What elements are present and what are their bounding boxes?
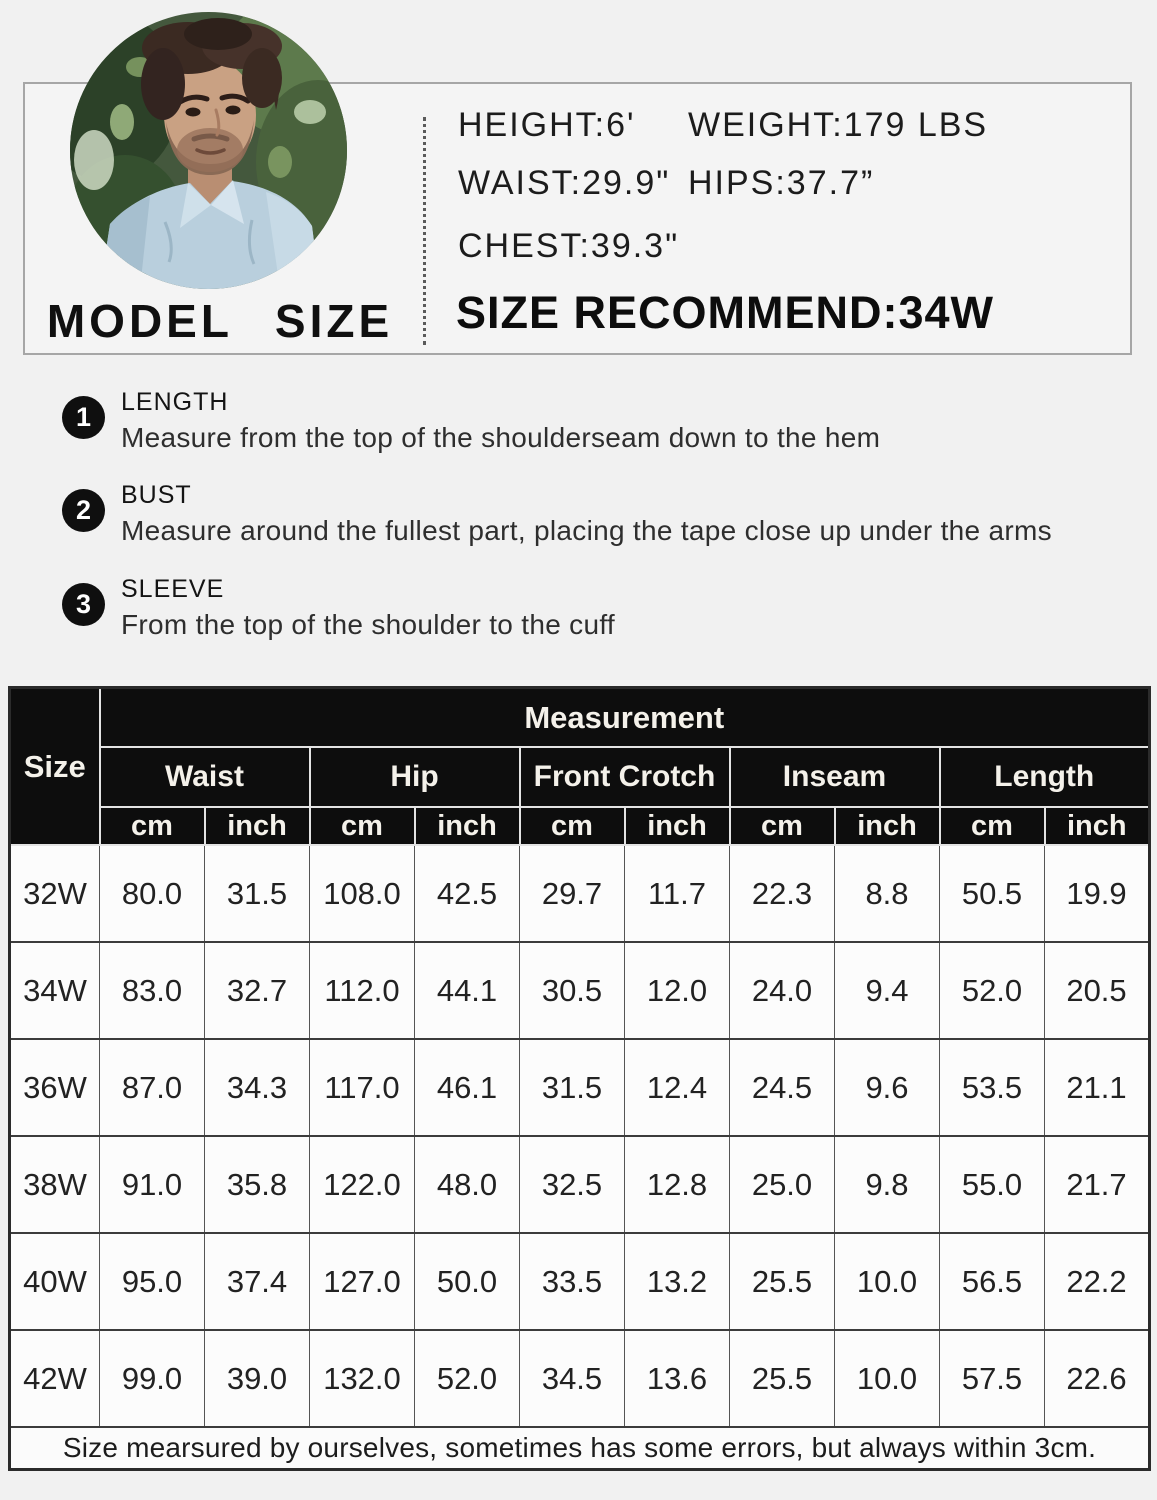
- instruction-title: LENGTH: [121, 388, 229, 416]
- table-cell: 127.0: [310, 1233, 415, 1330]
- instruction-length: [62, 388, 880, 454]
- model-size-title: MODEL SIZE: [46, 295, 394, 347]
- instruction-desc: From the top of the shoulder to the cuff: [121, 609, 615, 640]
- stat-hips: HIPS:37.7”: [688, 164, 875, 202]
- size-cell: 42W: [10, 1330, 100, 1427]
- table-cell: 32.7: [205, 942, 310, 1039]
- col-header-front-crotch: Front Crotch: [520, 747, 730, 807]
- table-row: [10, 688, 1150, 748]
- col-header-waist: Waist: [100, 747, 310, 807]
- table-cell: 24.0: [730, 942, 835, 1039]
- stat-height: HEIGHT:6': [458, 106, 636, 144]
- table-cell: 52.0: [940, 942, 1045, 1039]
- size-cell: 38W: [10, 1136, 100, 1233]
- step-1-badge: 1: [62, 396, 105, 439]
- dotted-divider: [423, 117, 426, 345]
- table-cell: 32.5: [520, 1136, 625, 1233]
- table-cell: 30.5: [520, 942, 625, 1039]
- table-cell: 50.0: [415, 1233, 520, 1330]
- unit-header-inch: inch: [415, 807, 520, 845]
- table-cell: 20.5: [1045, 942, 1150, 1039]
- table-cell: 24.5: [730, 1039, 835, 1136]
- instruction-text: [121, 388, 880, 454]
- table-cell: 9.6: [835, 1039, 940, 1136]
- table-cell: 19.9: [1045, 845, 1150, 942]
- stat-waist: WAIST:29.9": [458, 164, 671, 202]
- table-row: [10, 1233, 1150, 1330]
- table-cell: 52.0: [415, 1330, 520, 1427]
- measurement-header: Measurement: [100, 688, 1150, 748]
- table-cell: 39.0: [205, 1330, 310, 1427]
- table-cell: 10.0: [835, 1330, 940, 1427]
- table-cell: 25.5: [730, 1233, 835, 1330]
- table-cell: 122.0: [310, 1136, 415, 1233]
- size-cell: 32W: [10, 845, 100, 942]
- table-cell: 44.1: [415, 942, 520, 1039]
- instruction-sleeve: [62, 575, 615, 641]
- table-cell: 91.0: [100, 1136, 205, 1233]
- unit-header-cm: cm: [100, 807, 205, 845]
- table-cell: 12.4: [625, 1039, 730, 1136]
- table-row: [10, 1039, 1150, 1136]
- table-note: Size mearsured by ourselves, sometimes has some errors, but always within 3cm.: [10, 1427, 1150, 1470]
- size-recommend: SIZE RECOMMEND:34W: [456, 287, 995, 338]
- table-cell: 22.6: [1045, 1330, 1150, 1427]
- table-cell: 22.3: [730, 845, 835, 942]
- table-cell: 25.0: [730, 1136, 835, 1233]
- unit-header-inch: inch: [205, 807, 310, 845]
- table-row: [10, 807, 1150, 845]
- table-cell: 12.8: [625, 1136, 730, 1233]
- table-cell: 37.4: [205, 1233, 310, 1330]
- instruction-bust: [62, 481, 1052, 547]
- table-cell: 99.0: [100, 1330, 205, 1427]
- table-cell: 55.0: [940, 1136, 1045, 1233]
- instruction-title: SLEEVE: [121, 575, 225, 603]
- table-row: [10, 747, 1150, 807]
- table-cell: 46.1: [415, 1039, 520, 1136]
- table-cell: 9.8: [835, 1136, 940, 1233]
- table-row: [10, 1330, 1150, 1427]
- table-cell: 12.0: [625, 942, 730, 1039]
- table-cell: 31.5: [205, 845, 310, 942]
- table-cell: 56.5: [940, 1233, 1045, 1330]
- unit-header-inch: inch: [1045, 807, 1150, 845]
- table-cell: 80.0: [100, 845, 205, 942]
- table-cell: 53.5: [940, 1039, 1045, 1136]
- table-cell: 25.5: [730, 1330, 835, 1427]
- table-cell: 22.2: [1045, 1233, 1150, 1330]
- table-cell: 9.4: [835, 942, 940, 1039]
- table-row: [10, 1427, 1150, 1470]
- stat-chest: CHEST:39.3": [458, 227, 680, 265]
- instruction-desc: Measure from the top of the shoulderseam down to the hem: [121, 422, 881, 453]
- stat-weight: WEIGHT:179 LBS: [688, 106, 989, 144]
- unit-header-inch: inch: [835, 807, 940, 845]
- instruction-text: [121, 575, 615, 641]
- table-cell: 57.5: [940, 1330, 1045, 1427]
- size-cell: 40W: [10, 1233, 100, 1330]
- instruction-title: BUST: [121, 481, 192, 509]
- col-header-hip: Hip: [310, 747, 520, 807]
- table-cell: 95.0: [100, 1233, 205, 1330]
- table-cell: 13.2: [625, 1233, 730, 1330]
- table-cell: 29.7: [520, 845, 625, 942]
- table-row: [10, 1136, 1150, 1233]
- table-cell: 83.0: [100, 942, 205, 1039]
- table-row: [10, 942, 1150, 1039]
- table-cell: 21.7: [1045, 1136, 1150, 1233]
- unit-header-cm: cm: [310, 807, 415, 845]
- unit-header-inch: inch: [625, 807, 730, 845]
- size-column-header: Size: [10, 688, 100, 846]
- table-cell: 31.5: [520, 1039, 625, 1136]
- table-cell: 35.8: [205, 1136, 310, 1233]
- step-3-badge: 3: [62, 583, 105, 626]
- col-header-length: Length: [940, 747, 1150, 807]
- table-cell: 11.7: [625, 845, 730, 942]
- size-cell: 34W: [10, 942, 100, 1039]
- size-cell: 36W: [10, 1039, 100, 1136]
- table-cell: 50.5: [940, 845, 1045, 942]
- table-cell: 112.0: [310, 942, 415, 1039]
- table-cell: 10.0: [835, 1233, 940, 1330]
- table-cell: 108.0: [310, 845, 415, 942]
- table-cell: 117.0: [310, 1039, 415, 1136]
- table-cell: 34.3: [205, 1039, 310, 1136]
- table-cell: 21.1: [1045, 1039, 1150, 1136]
- instruction-desc: Measure around the fullest part, placing the tape close up under the arms: [121, 515, 1052, 546]
- unit-header-cm: cm: [940, 807, 1045, 845]
- table-cell: 34.5: [520, 1330, 625, 1427]
- step-2-badge: 2: [62, 489, 105, 532]
- col-header-inseam: Inseam: [730, 747, 940, 807]
- table-cell: 33.5: [520, 1233, 625, 1330]
- table-row: [10, 845, 1150, 942]
- instruction-text: [121, 481, 1052, 547]
- table-cell: 87.0: [100, 1039, 205, 1136]
- model-photo-illustration: [70, 12, 347, 289]
- table-cell: 13.6: [625, 1330, 730, 1427]
- table-cell: 42.5: [415, 845, 520, 942]
- unit-header-cm: cm: [520, 807, 625, 845]
- size-table: [8, 686, 1151, 1471]
- table-cell: 48.0: [415, 1136, 520, 1233]
- table-cell: 8.8: [835, 845, 940, 942]
- model-photo: [70, 12, 347, 289]
- unit-header-cm: cm: [730, 807, 835, 845]
- table-cell: 132.0: [310, 1330, 415, 1427]
